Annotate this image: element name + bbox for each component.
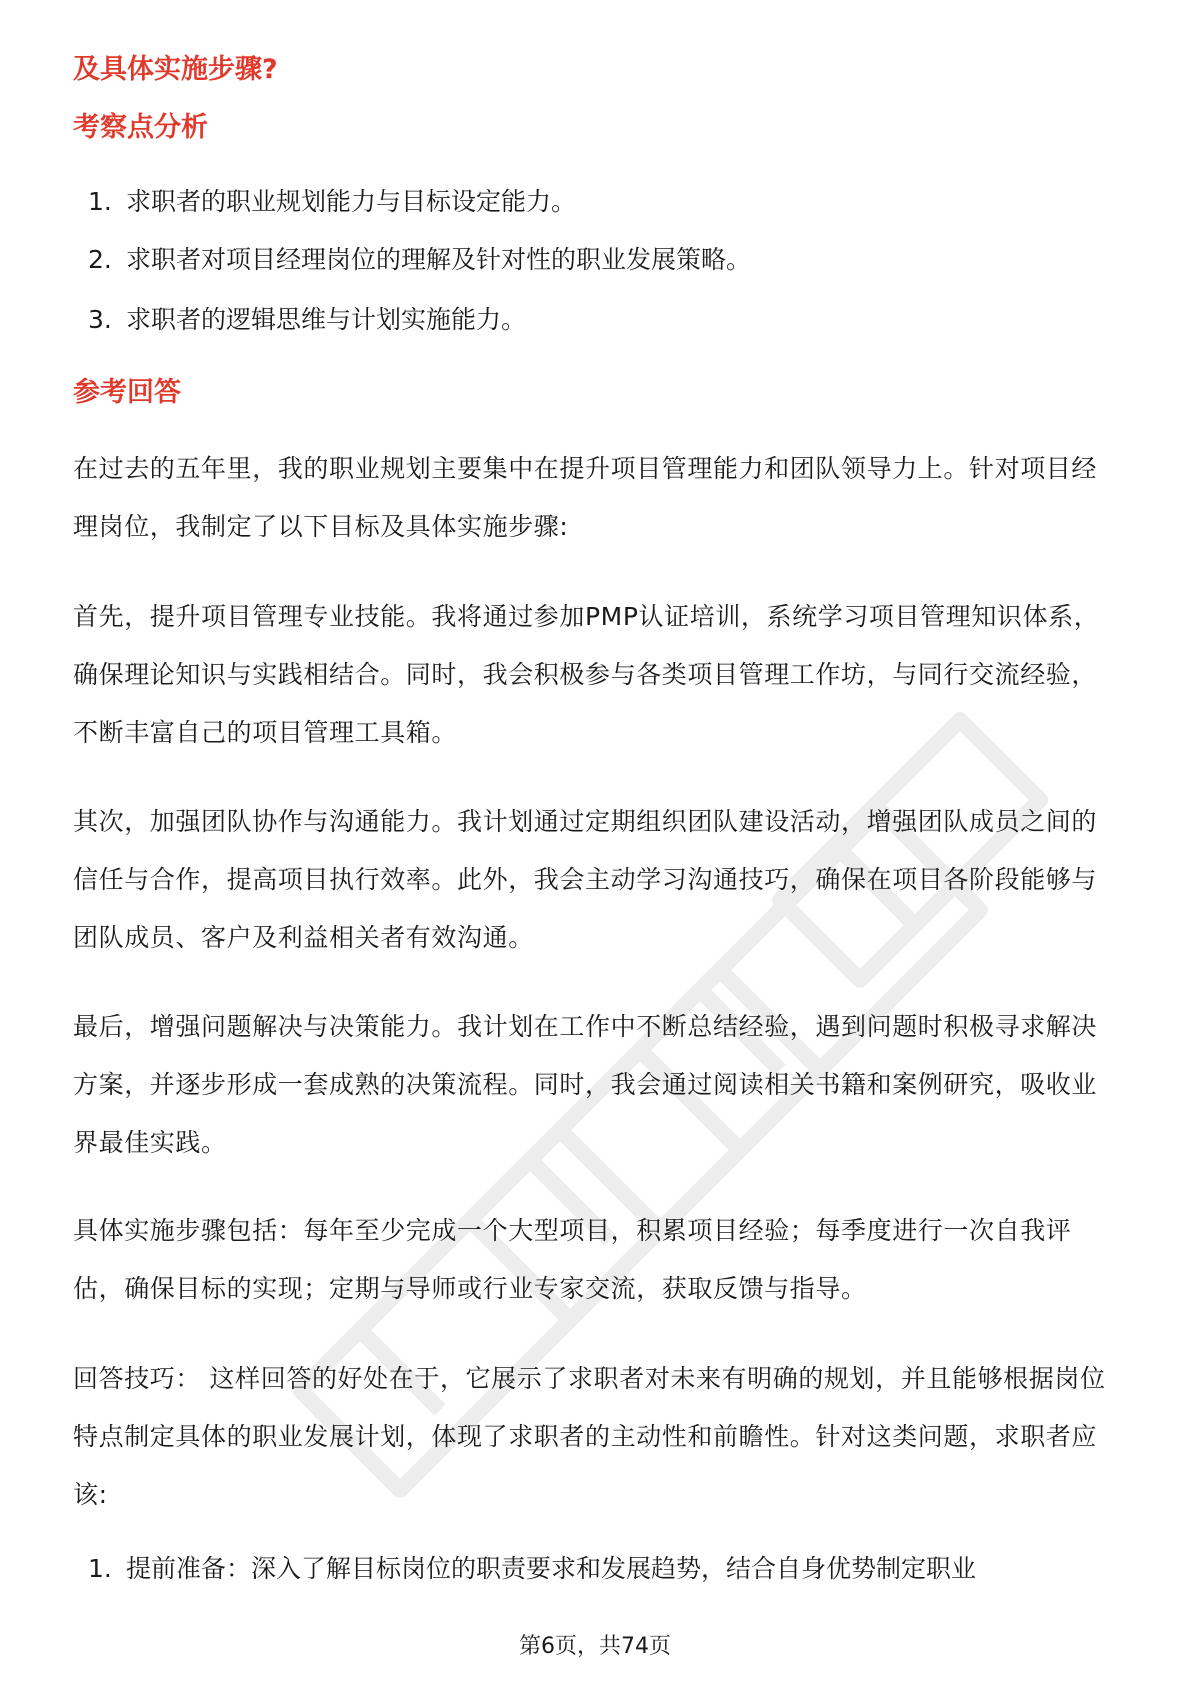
- list-number: 2.: [88, 245, 112, 274]
- analysis-heading: 考察点分析: [73, 112, 208, 143]
- page-footer: 第6页，共74页: [519, 1634, 671, 1659]
- analysis-list-item: [88, 242, 751, 278]
- analysis-list-item: [88, 302, 526, 338]
- list-number: 1.: [88, 187, 112, 216]
- answer-paragraph: 首先，提升项目管理专业技能。我将通过参加PMP认证培训，系统学习项目管理知识体系，确保理论知识与实践相结合。同时，我会积极参与各类项目管理工作坊，与同行交流经验，不断丰富自己的项目管理工具箱。: [73, 602, 1100, 747]
- answer-paragraph: 在过去的五年里，我的职业规划主要集中在提升项目管理能力和团队领导力上。针对项目经理岗位，我制定了以下目标及具体实施步骤:: [73, 454, 1098, 541]
- list-text: 求职者的职业规划能力与目标设定能力。: [126, 187, 577, 216]
- list-text: 求职者的逻辑思维与计划实施能力。: [126, 305, 527, 334]
- answer-paragraph: 具体实施步骤包括：每年至少完成一个大型项目，积累项目经验；每季度进行一次自我评估，确保目标的实现；定期与导师或行业专家交流，获取反馈与指导。: [73, 1216, 1072, 1303]
- question-tail-heading: 及具体实施步骤?: [73, 54, 278, 85]
- answer-tips-paragraph: 回答技巧： 这样回答的好处在于，它展示了求职者对未来有明确的规划，并且能够根据岗位特点制定具体的职业发展计划，体现了求职者的主动性和前瞻性。针对这类问题，求职者应该:: [73, 1364, 1106, 1509]
- list-text: 求职者对项目经理岗位的理解及针对性的职业发展策略。: [126, 245, 752, 274]
- analysis-list-item: [88, 184, 576, 220]
- tips-list-item: [88, 1551, 976, 1587]
- list-number: 3.: [88, 305, 112, 334]
- answer-heading: 参考回答: [73, 377, 181, 408]
- answer-paragraph: 最后，增强问题解决与决策能力。我计划在工作中不断总结经验，遇到问题时积极寻求解决方案，并逐步形成一套成熟的决策流程。同时，我会通过阅读相关书籍和案例研究，吸收业界最佳实践。: [73, 1012, 1098, 1157]
- list-number: 1.: [88, 1554, 112, 1583]
- answer-paragraph: 其次，加强团队协作与沟通能力。我计划通过定期组织团队建设活动，增强团队成员之间的信任与合作，提高项目执行效率。此外，我会主动学习沟通技巧，确保在项目各阶段能够与团队成员、客户及利益相关者有效沟通。: [73, 807, 1098, 952]
- list-text: 提前准备：深入了解目标岗位的职责要求和发展趋势，结合自身优势制定职业: [126, 1554, 977, 1583]
